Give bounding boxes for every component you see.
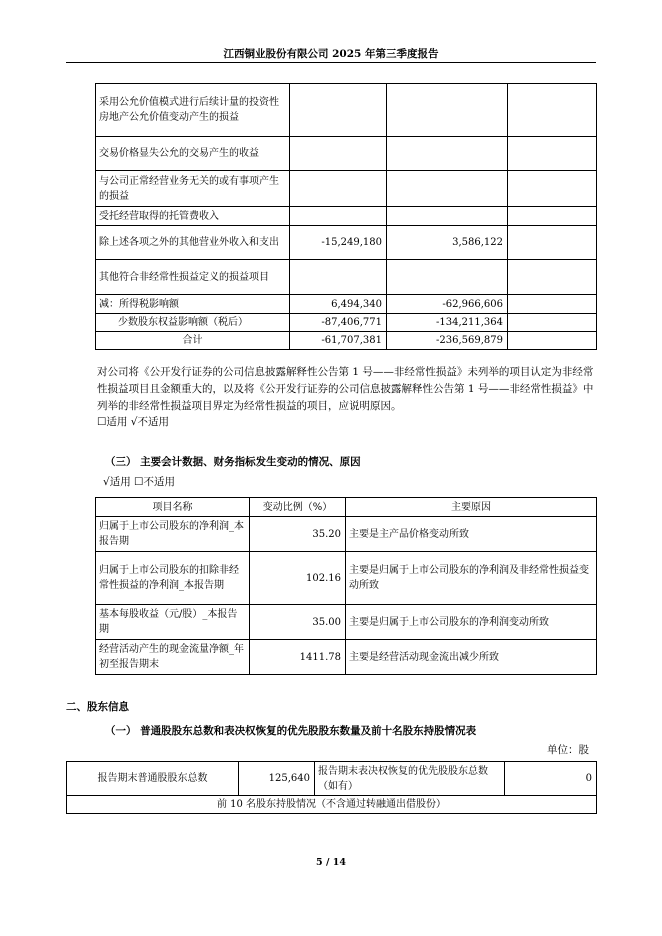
total-label: 合计 bbox=[96, 332, 290, 350]
note-cell bbox=[508, 314, 597, 332]
disclosure-note: 对公司将《公开发行证券的公司信息披露解释性公告第 1 号——非经常性损益》未列举的项目认定为非经常性损益项目且金额重大的，以及将《公开发行证券的公司信息披露解释性公告第 1 号——非经常性损益》中列举的非经常性损益项目界定为经常性损益的项目，应说明原因。 bbox=[97, 366, 594, 412]
table-row bbox=[96, 226, 597, 260]
current-period-value bbox=[290, 171, 387, 207]
table-row bbox=[96, 314, 597, 332]
current-period-value: -87,406,771 bbox=[290, 314, 387, 332]
ytd-value bbox=[387, 137, 508, 171]
item-label: 少数股东权益影响额（税后） bbox=[96, 314, 290, 332]
ytd-value: -134,211,364 bbox=[387, 314, 508, 332]
change-ratio: 102.16 bbox=[250, 552, 346, 605]
preferred-shareholders-label: 报告期末表决权恢复的优先股股东总数（如有） bbox=[315, 762, 505, 796]
current-period-value bbox=[290, 207, 387, 226]
item-name: 归属于上市公司股东的扣除非经常性损益的净利润_本报告期 bbox=[96, 552, 250, 605]
ytd-value: -236,569,879 bbox=[387, 332, 508, 350]
table-row bbox=[96, 640, 597, 675]
current-period-value bbox=[290, 260, 387, 295]
table-row bbox=[96, 332, 597, 350]
ytd-value: -62,966,606 bbox=[387, 295, 508, 314]
table-row bbox=[67, 796, 597, 814]
main-reason: 主要是归属于上市公司股东的净利润及非经常性损益变动所致 bbox=[346, 552, 597, 605]
column-header: 主要原因 bbox=[346, 498, 597, 517]
table-row bbox=[96, 552, 597, 605]
ytd-value bbox=[387, 207, 508, 226]
common-shareholders-value: 125,640 bbox=[239, 762, 315, 796]
main-reason: 主要是归属于上市公司股东的净利润变动所致 bbox=[346, 605, 597, 640]
table-header-row bbox=[96, 498, 597, 517]
top10-shareholders-caption: 前 10 名股东持股情况（不含通过转融通出借股份） bbox=[67, 796, 597, 814]
ytd-value bbox=[387, 260, 508, 295]
header-divider bbox=[66, 62, 596, 63]
ytd-value bbox=[387, 84, 508, 137]
current-period-value: -61,707,381 bbox=[290, 332, 387, 350]
non-recurring-items-table bbox=[95, 83, 597, 350]
change-ratio: 35.20 bbox=[250, 517, 346, 552]
table-row bbox=[96, 295, 597, 314]
item-name: 经营活动产生的现金流量净额_年初至报告期末 bbox=[96, 640, 250, 675]
table-row bbox=[96, 207, 597, 226]
note-cell bbox=[508, 295, 597, 314]
table-row bbox=[96, 137, 597, 171]
unit-label: 单位：股 bbox=[547, 744, 589, 756]
table-row bbox=[96, 260, 597, 295]
main-reason: 主要是经营活动现金流出减少所致 bbox=[346, 640, 597, 675]
common-shareholders-label: 报告期末普通股股东总数 bbox=[67, 762, 239, 796]
change-ratio: 1411.78 bbox=[250, 640, 346, 675]
page-number: 5 / 14 bbox=[316, 857, 346, 868]
note-cell bbox=[508, 207, 597, 226]
current-period-value: -15,249,180 bbox=[290, 226, 387, 260]
subsection-title: （一） 普通股股东总数和表决权恢复的优先股股东数量及前十名股东持股情况表 bbox=[105, 725, 477, 737]
note-cell bbox=[508, 260, 597, 295]
item-name: 基本每股收益（元/股）_本报告期 bbox=[96, 605, 250, 640]
applicability-options: ☐适用 √不适用 bbox=[97, 416, 169, 428]
table-row bbox=[96, 171, 597, 207]
item-label: 交易价格显失公允的交易产生的收益 bbox=[96, 137, 290, 171]
current-period-value: 6,494,340 bbox=[290, 295, 387, 314]
item-label: 受托经营取得的托管费收入 bbox=[96, 207, 290, 226]
table-row bbox=[96, 605, 597, 640]
report-header-title: 江西铜业股份有限公司 2025 年第三季度报告 bbox=[223, 48, 439, 60]
note-cell bbox=[508, 137, 597, 171]
ytd-value bbox=[387, 171, 508, 207]
item-label: 采用公允价值模式进行后续计量的投资性房地产公允价值变动产生的损益 bbox=[96, 84, 290, 137]
table-row bbox=[96, 84, 597, 137]
change-ratio: 35.00 bbox=[250, 605, 346, 640]
column-header: 项目名称 bbox=[96, 498, 250, 517]
item-name: 归属于上市公司股东的净利润_本报告期 bbox=[96, 517, 250, 552]
item-label: 减：所得税影响额 bbox=[96, 295, 290, 314]
ytd-value: 3,586,122 bbox=[387, 226, 508, 260]
note-cell bbox=[508, 226, 597, 260]
note-cell bbox=[508, 171, 597, 207]
indicator-change-table bbox=[95, 497, 597, 675]
note-cell bbox=[508, 84, 597, 137]
shareholder-count-table bbox=[66, 761, 597, 814]
item-label: 除上述各项之外的其他营业外收入和支出 bbox=[96, 226, 290, 260]
table-row bbox=[96, 517, 597, 552]
current-period-value bbox=[290, 137, 387, 171]
item-label: 与公司正常经营业务无关的或有事项产生的损益 bbox=[96, 171, 290, 207]
item-label: 其他符合非经常性损益定义的损益项目 bbox=[96, 260, 290, 295]
note-cell bbox=[508, 332, 597, 350]
applicability-options: √适用 ☐不适用 bbox=[103, 476, 175, 488]
table-row bbox=[67, 762, 597, 796]
section-title: （三） 主要会计数据、财务指标发生变动的情况、原因 bbox=[105, 456, 361, 468]
main-reason: 主要是主产品价格变动所致 bbox=[346, 517, 597, 552]
current-period-value bbox=[290, 84, 387, 137]
preferred-shareholders-value: 0 bbox=[505, 762, 597, 796]
section-title: 二、股东信息 bbox=[66, 701, 129, 713]
column-header: 变动比例（%） bbox=[250, 498, 346, 517]
